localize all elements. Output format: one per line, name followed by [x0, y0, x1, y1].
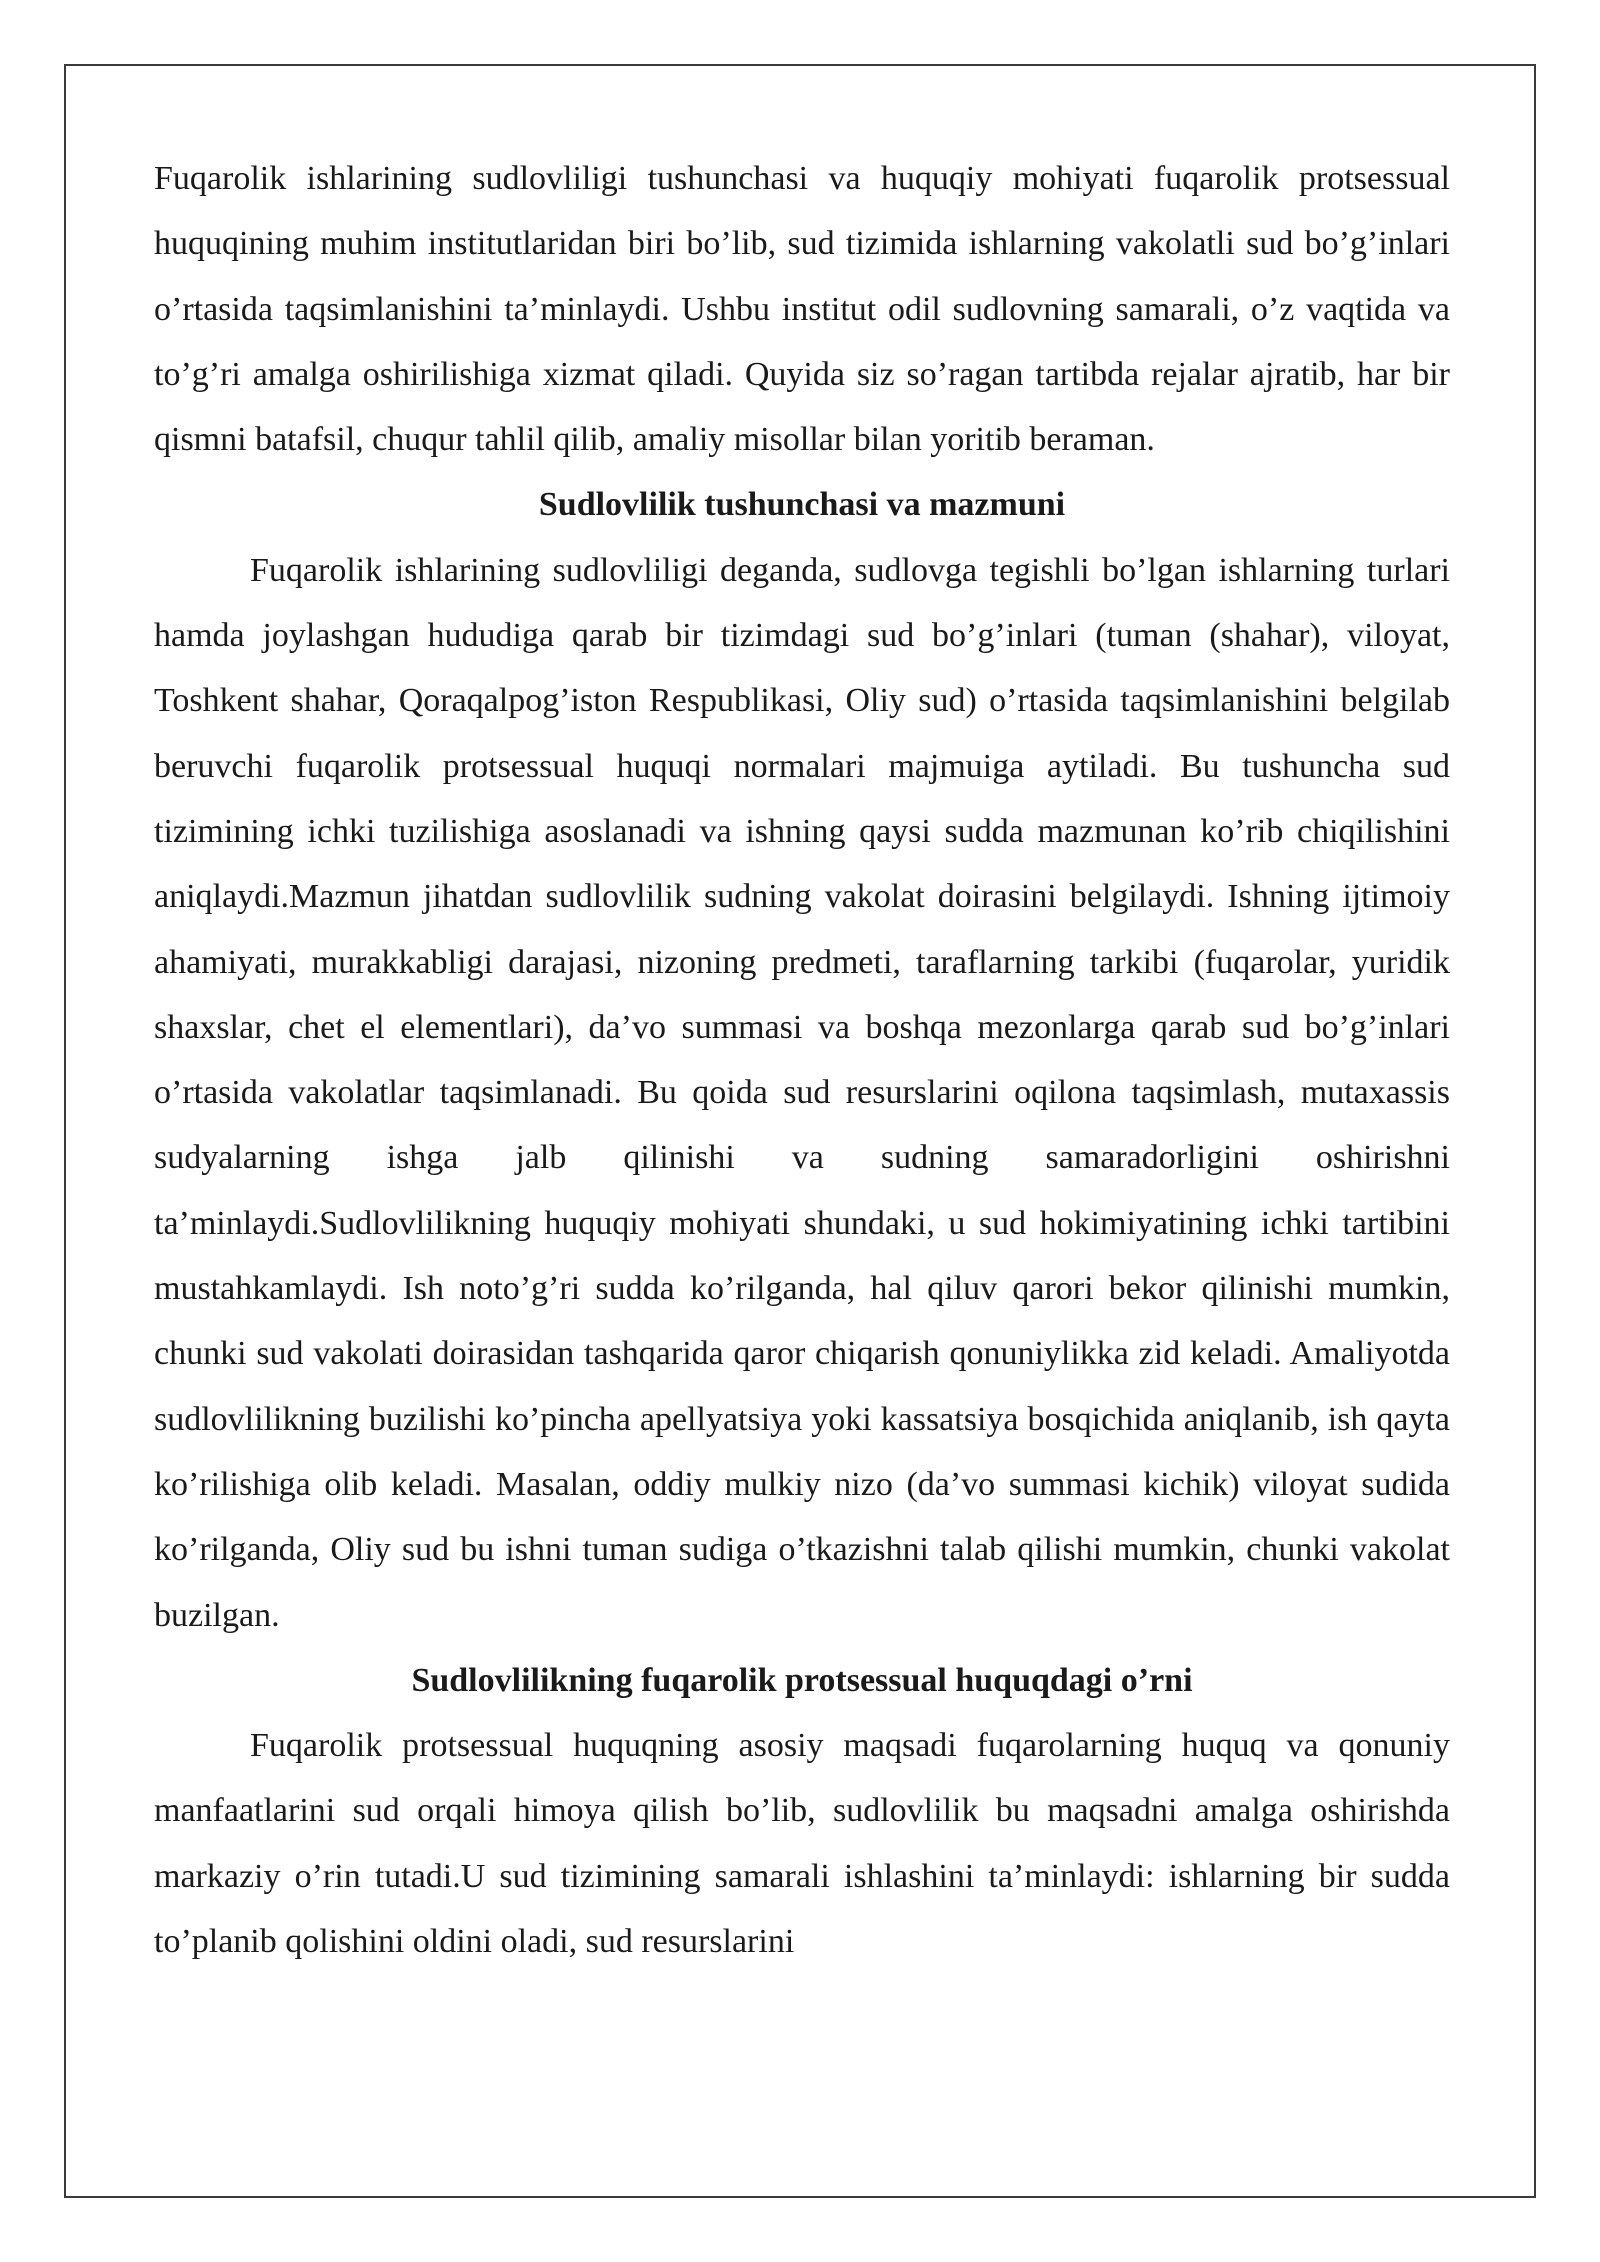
- section-paragraph-role: Fuqarolik protsessual huquqning asosiy maqsadi fuqarolarning huquq va qonuniy manfaatlarini sud orqali himoya qilish bo’lib, sudlovlilik bu maqsadni amalga oshirishda markaziy o’rin tutadi.U sud tizimining samarali ishlashini ta’minlaydi: ishlarning bir sudda to’planib qolishini oldini oladi, sud resurslarini: [154, 1727, 1450, 1961]
- document-body: [154, 146, 1450, 1974]
- section-heading-role: Sudlovlilikning fuqarolik protsessual huquqdagi o’rni: [411, 1661, 1193, 1699]
- section-paragraph-concept: Fuqarolik ishlarining sudlovliligi deganda, sudlovga tegishli bo’lgan ishlarning turlari hamda joylashgan hududiga qarab bir tizimdagi sud bo’g’inlari (tuman (shahar), viloyat, Toshkent shahar, Qoraqalpog’iston Respublikasi, Oliy sud) o’rtasida taqsimlanishini belgilab beruvchi fuqarolik protsessual huquqi normalari majmuiga aytiladi. Bu tushuncha sud tizimining ichki tuzilishiga asoslanadi va ishning qaysi sudda mazmunan ko’rib chiqilishini aniqlaydi.Mazmun jihatdan sudlovlilik sudning vakolat doirasini belgilaydi. Ishning ijtimoiy ahamiyati, murakkabligi darajasi, nizoning predmeti, taraflarning tarkibi (fuqarolar, yuridik shaxslar, chet el elementlari), da’vo summasi va boshqa mezonlarga qarab sud bo’g’inlari o’rtasida vakolatlar taqsimlanadi. Bu qoida sud resurslarini oqilona taqsimlash, mutaxassis sudyalarning ishga jalb qilinishi va sudning samaradorligini oshirishni ta’minlaydi.Sudlovlilikning huquqiy mohiyati shundaki, u sud hokimiyatining ichki tartibini mustahkamlaydi. Ish noto’g’ri sudda ko’rilganda, hal qiluv qarori bekor qilinishi mumkin, chunki sud vakolati doirasidan tashqarida qaror chiqarish qonuniylikka zid keladi. Amaliyotda sudlovlilikning buzilishi ko’pincha apellyatsiya yoki kassatsiya bosqichida aniqlanib, ish qayta ko’rilishiga olib keladi. Masalan, oddiy mulkiy nizo (da’vo summasi kichik) viloyat sudida ko’rilganda, Oliy sud bu ishni tuman sudiga o’tkazishni talab qilishi mumkin, chunki vakolat buzilgan.: [154, 551, 1450, 1634]
- section-heading-concept: Sudlovlilik tushunchasi va mazmuni: [538, 486, 1066, 524]
- intro-paragraph: Fuqarolik ishlarining sudlovliligi tushunchasi va huquqiy mohiyati fuqarolik protsessual huquqining muhim institutlaridan biri bo’lib, sud tizimida ishlarning vakolatli sud bo’g’inlari o’rtasida taqsimlanishini ta’minlaydi. Ushbu institut odil sudlovning samarali, o’z vaqtida va to’g’ri amalga oshirilishiga xizmat qiladi. Quyida siz so’ragan tartibda rejalar ajratib, har bir qismni batafsil, chuqur tahlil qilib, amaliy misollar bilan yoritib beraman.: [154, 160, 1450, 459]
